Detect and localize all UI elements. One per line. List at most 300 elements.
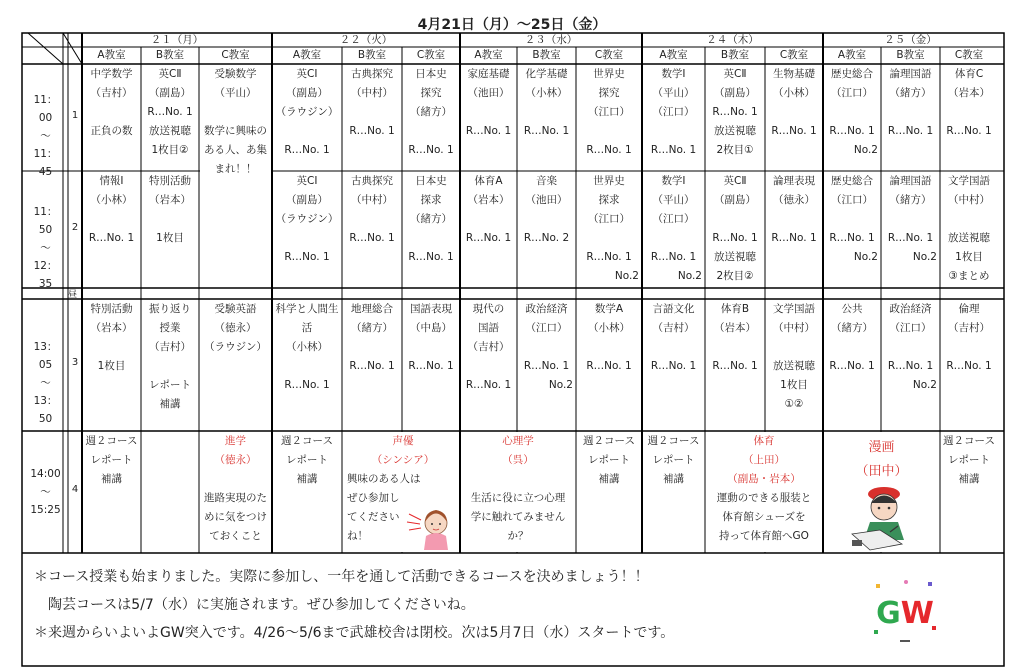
timetable-cell <box>403 300 459 430</box>
timetable-cell <box>403 65 459 170</box>
cell-line: 家庭基礎 <box>467 68 510 80</box>
cell-line: レポート <box>588 454 630 466</box>
period-time <box>28 338 63 425</box>
timetable-cell <box>142 300 198 430</box>
cell-line: 補講 <box>958 473 980 485</box>
cell-line <box>142 210 198 229</box>
cell-line: R…No. 1 <box>771 125 817 137</box>
cell-line: R…No. 1 <box>349 360 395 372</box>
time-line: 11：45 <box>33 147 58 178</box>
cell-line: 補講 <box>296 473 318 485</box>
cell-line: R…No. 1 <box>465 125 512 137</box>
cell-line: 政治経済 <box>525 303 568 315</box>
cell-line: R…No. 1 <box>408 251 454 263</box>
cell-line: 正負の数 <box>90 125 133 137</box>
cell-line: （呉） <box>502 454 534 466</box>
cell-line: 化学基礎 <box>525 68 568 80</box>
cell-line <box>200 103 271 122</box>
notes <box>34 563 854 647</box>
timetable-cell <box>766 65 822 170</box>
cell-line: （緒方） <box>889 87 932 99</box>
cell-line: R…No. 1 <box>946 125 992 137</box>
cell-line: R…No. 1 <box>465 232 512 244</box>
cell-line: 運動のできる服装と <box>716 492 812 504</box>
note-line: ＊来週からいよいよGW突入です。4/26～5/6まで武雄校舎は閉校。次は5月7日（水）スタートです。 <box>34 625 675 641</box>
cell-line: （中村） <box>351 87 393 99</box>
cell-line: No.2 <box>853 251 878 263</box>
cell-line: （シンシア） <box>371 454 435 466</box>
cell-line: レポート <box>149 379 191 391</box>
timetable-cell <box>824 300 880 430</box>
cell-line: （岩本） <box>149 194 191 206</box>
cell-line: レポート <box>948 454 990 466</box>
cell-line <box>577 338 641 357</box>
timetable-cell <box>200 432 271 552</box>
cell-line: No.2 <box>912 251 937 263</box>
cell-line: 体育 <box>753 435 775 447</box>
cell-line: 日本史 <box>415 175 447 187</box>
cell-line: （小林） <box>90 194 133 206</box>
timetable-cell <box>273 172 341 287</box>
cell-line: レポート <box>286 454 328 466</box>
cell-line: 英CⅡ <box>723 175 747 187</box>
cell-line: 週２コース <box>943 435 995 447</box>
cell-line: R…No. 1 <box>650 360 697 372</box>
timetable-cell <box>200 300 271 430</box>
cell-line: 特別活動 <box>149 175 191 187</box>
cell-line: R…No. 1 <box>829 232 875 244</box>
room-header: A教室 <box>474 49 503 61</box>
room-header: C教室 <box>954 49 984 61</box>
cell-line: 補講 <box>598 473 620 485</box>
day-header: ２３（水） <box>524 34 578 46</box>
cell-line: 体育館シューズを <box>722 511 806 523</box>
cell-line <box>941 103 997 122</box>
time-line: 13：05 <box>33 341 58 371</box>
cell-line <box>273 229 341 248</box>
cell-line <box>518 338 575 357</box>
cell-line: 声優 <box>392 435 414 447</box>
timetable-cell <box>83 65 140 170</box>
cell-line: （上田） <box>743 454 785 466</box>
cell-line: 歴史総合 <box>831 68 873 80</box>
cell-line: 補講 <box>101 473 122 485</box>
cell-line: 公共 <box>841 303 863 315</box>
cell-line <box>343 338 401 357</box>
cell-line: 週２コース <box>85 435 138 447</box>
cell-line: （ラウジン） <box>275 213 339 225</box>
cell-line: 1枚目 <box>156 232 184 244</box>
timetable-cell <box>824 65 880 170</box>
cell-line: （緒方） <box>351 322 393 334</box>
cell-line <box>343 210 401 229</box>
cell-line: 音楽 <box>536 175 557 187</box>
timetable-cell <box>882 172 939 287</box>
cell-line <box>766 338 822 357</box>
cell-line <box>403 229 459 248</box>
timetable-cell <box>577 300 641 430</box>
cell-line: （副島） <box>149 87 191 99</box>
cell-line: R…No. 1 <box>887 360 934 372</box>
time-line: ～ <box>40 377 51 389</box>
cell-line: 現代の <box>472 303 505 315</box>
timetable-cell <box>142 172 198 287</box>
cell-line: （副島・岩本） <box>727 473 801 485</box>
timetable-cell <box>941 300 997 430</box>
cell-line: （徳永） <box>214 322 257 334</box>
cell-line: ね！ <box>347 530 368 542</box>
cell-line: （池田） <box>467 87 510 99</box>
cell-line: てください <box>347 511 400 523</box>
timetable-cell <box>518 65 575 170</box>
room-header: A教室 <box>659 49 688 61</box>
cell-line: 心理学 <box>502 435 534 447</box>
cell-line <box>142 357 198 376</box>
period-number: 3 <box>71 357 79 368</box>
cell-line: 漫画 <box>868 440 895 455</box>
cell-line: （平山） <box>652 87 695 99</box>
cell-line: 数学A <box>594 303 624 315</box>
cell-line: R…No. 1 <box>946 360 992 372</box>
room-header: B教室 <box>896 49 925 61</box>
cell-line <box>882 210 939 229</box>
cell-line: （ラウジン） <box>204 341 267 353</box>
cell-line: （副島） <box>286 194 328 206</box>
cell-line: 受験英語 <box>214 303 257 315</box>
time-line: 11：00 <box>33 93 58 124</box>
cell-line <box>461 210 516 229</box>
room-header: C教室 <box>221 49 250 61</box>
timetable-cell <box>518 172 575 287</box>
cell-line: 世界史 <box>593 175 625 187</box>
cell-line: 論理表現 <box>773 175 815 187</box>
cell-line: R…No. 1 <box>284 379 330 391</box>
cell-line <box>83 210 140 229</box>
room-header: C教室 <box>779 49 809 61</box>
timetable-cell <box>941 172 997 287</box>
cell-line: 倫理 <box>958 303 980 315</box>
timetable-cell <box>643 432 704 552</box>
cell-line <box>461 103 516 122</box>
cell-line: 放送視聴 <box>149 125 191 137</box>
cell-line: （岩本） <box>948 87 990 99</box>
time-line: 11：50 <box>33 205 58 236</box>
cell-line: （江口） <box>889 322 932 334</box>
cell-line: 国語表現 <box>410 303 452 315</box>
cell-line: （田中） <box>855 464 908 479</box>
cell-line: 放送視聴 <box>714 125 756 137</box>
cell-line: 進路実現のた <box>204 492 267 504</box>
page-title: 4月21日（月）～25日（金） <box>417 17 607 33</box>
cell-line: （吉村） <box>948 322 990 334</box>
cell-line: （江口） <box>525 322 568 334</box>
cell-line: 文学国語 <box>773 303 815 315</box>
cell-line: ぜひ参加し <box>347 492 400 504</box>
cell-line: （吉村） <box>90 87 133 99</box>
cell-line: （緒方） <box>410 213 452 225</box>
period-time <box>28 465 63 519</box>
cell-line: （岩本） <box>467 194 510 206</box>
cell-line: （平山） <box>652 194 695 206</box>
cell-line: R…No. 1 <box>650 251 697 263</box>
note-line: 陶芸コースは5/7（水）に実施されます。ぜひ参加してくださいね。 <box>34 597 475 613</box>
timetable-cell <box>941 65 997 170</box>
cell-line: 持って体育館へGO <box>719 530 809 542</box>
cell-line: 世界史 <box>593 68 625 80</box>
cell-line: ある人、あ集 <box>204 144 267 156</box>
cell-line <box>643 122 704 141</box>
cell-line <box>941 338 997 357</box>
timetable-cell <box>83 300 140 430</box>
timetable-cell <box>461 300 516 430</box>
timetable-cell <box>766 300 822 430</box>
cell-line: （副島） <box>714 87 756 99</box>
cell-line <box>461 357 516 376</box>
cell-line: 情報Ⅰ <box>99 175 124 187</box>
cell-line: 授業 <box>159 322 181 334</box>
time-line: 13：50 <box>33 395 58 425</box>
day-header: ２４（木） <box>706 34 759 46</box>
cell-line: 週２コース <box>647 435 700 447</box>
cell-line: 2枚目① <box>716 144 754 156</box>
corner-diagonal <box>63 33 82 64</box>
timetable-cell <box>403 172 459 287</box>
cell-line <box>706 338 764 357</box>
cell-line: 文学国語 <box>948 175 990 187</box>
cell-line: 1枚目 <box>97 360 126 372</box>
timetable-cell <box>200 65 271 287</box>
cell-line <box>518 210 575 229</box>
cell-line: （江口） <box>588 213 630 225</box>
timetable-cell <box>882 300 939 430</box>
svg-text:GW: GW <box>876 596 934 631</box>
cell-line: R…No. 1 <box>349 125 395 137</box>
cell-line: （江口） <box>652 106 695 118</box>
timetable-cell <box>643 172 704 287</box>
cell-line <box>706 210 764 229</box>
cell-line: 数学に興味の <box>204 125 267 137</box>
period-number: 2 <box>71 221 79 233</box>
period-time <box>28 91 63 178</box>
timetable-cell <box>824 172 880 287</box>
day-header: ２２（火） <box>339 34 393 46</box>
room-header: A教室 <box>292 49 322 61</box>
cell-line: 1枚目 <box>780 379 808 391</box>
cell-line: 数学Ⅰ <box>661 175 686 187</box>
timetable-cell <box>273 300 341 430</box>
cell-line <box>824 338 880 357</box>
cell-line: R…No. 1 <box>712 360 758 372</box>
cell-line <box>403 338 459 357</box>
cell-line: 国語 <box>478 322 499 334</box>
cell-line <box>882 338 939 357</box>
cell-line: （緒方） <box>410 106 452 118</box>
cell-line: R…No. 1 <box>586 251 632 263</box>
cell-line <box>882 103 939 122</box>
cell-line: （吉村） <box>467 341 510 353</box>
cell-line: R…No. 1 <box>887 232 934 244</box>
timetable-cell <box>824 432 939 552</box>
room-header: C教室 <box>594 49 624 61</box>
timetable-cell <box>83 432 140 552</box>
cell-line: 古典探究 <box>351 175 393 187</box>
room-header: B教室 <box>532 49 561 61</box>
cell-line: （池田） <box>525 194 568 206</box>
cell-line: 放送視聴 <box>714 251 756 263</box>
period-number: 4 <box>71 484 79 495</box>
cell-line: 活 <box>301 322 313 334</box>
cell-line <box>343 103 401 122</box>
timetable-cell <box>461 65 516 170</box>
cell-line: か？ <box>507 530 529 542</box>
cell-line <box>766 210 822 229</box>
cell-line: No.2 <box>853 144 878 156</box>
cell-line: 体育C <box>954 68 984 80</box>
cell-line: 地理総合 <box>351 303 393 315</box>
cell-line: 探求 <box>420 194 442 206</box>
cell-line: R…No. 1 <box>284 251 330 263</box>
timetable-cell <box>461 172 516 287</box>
cell-line <box>643 229 704 248</box>
timetable-cell <box>518 300 575 430</box>
cell-line: R…No. 1 <box>523 125 570 137</box>
cell-line <box>577 229 641 248</box>
cell-line: ③まとめ <box>948 270 990 282</box>
cell-line: R…No. 1 <box>712 232 758 244</box>
cell-line: R…No. 2 <box>523 232 570 244</box>
timetable-cell <box>343 65 401 170</box>
cell-line: 特別活動 <box>90 303 133 315</box>
timetable-cell <box>766 172 822 287</box>
cell-line: R…No. 1 <box>586 144 632 156</box>
cell-line: R…No. 1 <box>712 106 758 118</box>
cell-line: R…No. 1 <box>408 360 454 372</box>
cell-line <box>200 470 271 489</box>
cell-line: ておくこと <box>209 530 262 542</box>
cell-line: （江口） <box>652 213 695 225</box>
cell-line: 放送視聴 <box>948 232 990 244</box>
time-line: 14:00 <box>30 468 61 480</box>
timetable-cell <box>706 65 764 170</box>
cell-line: No.2 <box>677 270 702 282</box>
timetable-cell <box>643 300 704 430</box>
cell-line: 数学Ⅰ <box>661 68 686 80</box>
cell-line: （岩本） <box>90 322 133 334</box>
cell-line: （緒方） <box>889 194 932 206</box>
timetable-cell <box>706 172 764 287</box>
cell-line: （緒方） <box>831 322 873 334</box>
cell-line: 体育A <box>474 175 503 187</box>
cell-line: 1枚目② <box>151 144 189 156</box>
cell-line <box>518 103 575 122</box>
time-line: 15:25 <box>30 504 61 516</box>
cell-line: R…No. 1 <box>284 144 330 156</box>
period-number: 1 <box>71 109 79 121</box>
cell-line <box>83 338 140 357</box>
room-header: B教室 <box>155 49 185 61</box>
timetable-cell <box>142 65 198 170</box>
cell-line: 論理国語 <box>889 175 932 187</box>
cell-line: 英CⅠ <box>296 68 318 80</box>
cell-line: （中村） <box>351 194 393 206</box>
cell-line: 歴史総合 <box>831 175 873 187</box>
timetable-cell <box>882 65 939 170</box>
cell-line: 振り返り <box>149 303 191 315</box>
room-header: A教室 <box>837 49 867 61</box>
cell-line: （中村） <box>948 194 990 206</box>
cell-line: 中学数学 <box>90 68 133 80</box>
day-header: ２１（月） <box>150 34 204 46</box>
timetable-cell <box>577 65 641 170</box>
cell-line: レポート <box>652 454 695 466</box>
cell-line <box>273 122 341 141</box>
cell-line: 探究 <box>420 87 442 99</box>
cell-line: 古典探究 <box>351 68 393 80</box>
cell-line: 英CⅡ <box>723 68 747 80</box>
cell-line: 2枚目② <box>716 270 754 282</box>
cell-line: まれ！！ <box>214 163 257 175</box>
cell-line <box>824 210 880 229</box>
cell-line: R…No. 1 <box>147 106 193 118</box>
note-line: ＊コース授業も始まりました。実際に参加し、一年を通して活動できるコースを決めましょう！！ <box>34 569 649 585</box>
cell-line: 生活に役に立つ心理 <box>470 492 566 504</box>
cell-line <box>273 357 341 376</box>
lunch-label: 昼 <box>67 290 77 300</box>
cell-line: （副島） <box>714 194 756 206</box>
cell-line: R…No. 1 <box>586 360 632 372</box>
cell-line: 週２コース <box>281 435 333 447</box>
timetable-cell <box>273 65 341 170</box>
cell-line: R…No. 1 <box>523 360 570 372</box>
cell-line: （副島） <box>286 87 328 99</box>
timetable-cell <box>83 172 140 287</box>
cell-line: めに気をつけ <box>204 511 267 523</box>
timetable-cell <box>941 432 997 552</box>
cell-line: （平山） <box>214 87 257 99</box>
cell-line: R…No. 1 <box>349 232 395 244</box>
timetable-cell <box>706 432 822 552</box>
timetable-cell <box>577 432 641 552</box>
cell-line: （徳永） <box>773 194 815 206</box>
cell-line <box>643 338 704 357</box>
cell-line: （小林） <box>286 341 328 353</box>
cell-line: No.2 <box>912 379 937 391</box>
gw-logo <box>866 574 944 652</box>
cell-line: 英CⅠ <box>296 175 318 187</box>
cell-line: R…No. 1 <box>408 144 454 156</box>
room-header: A教室 <box>97 49 126 61</box>
cell-line: （小林） <box>773 87 815 99</box>
timetable-cell <box>343 432 459 552</box>
cell-line: 興味のある人は <box>347 473 421 485</box>
cell-line: ①② <box>784 398 804 410</box>
cell-line: R…No. 1 <box>887 125 934 137</box>
cell-line: （ラウジン） <box>275 106 339 118</box>
room-header: C教室 <box>416 49 446 61</box>
cell-line: 探究 <box>598 87 620 99</box>
cell-line: 学に触れてみません <box>470 511 566 523</box>
corner-diagonal <box>28 33 63 64</box>
room-header: B教室 <box>357 49 387 61</box>
timetable-cell <box>643 65 704 170</box>
cell-line: R…No. 1 <box>829 125 875 137</box>
cell-line: 英CⅡ <box>158 68 182 80</box>
cell-line: 科学と人間生 <box>275 303 339 315</box>
cell-line: R…No. 1 <box>465 379 512 391</box>
timetable-cell <box>461 432 575 552</box>
cell-line: （吉村） <box>652 322 695 334</box>
cell-line: （小林） <box>525 87 568 99</box>
